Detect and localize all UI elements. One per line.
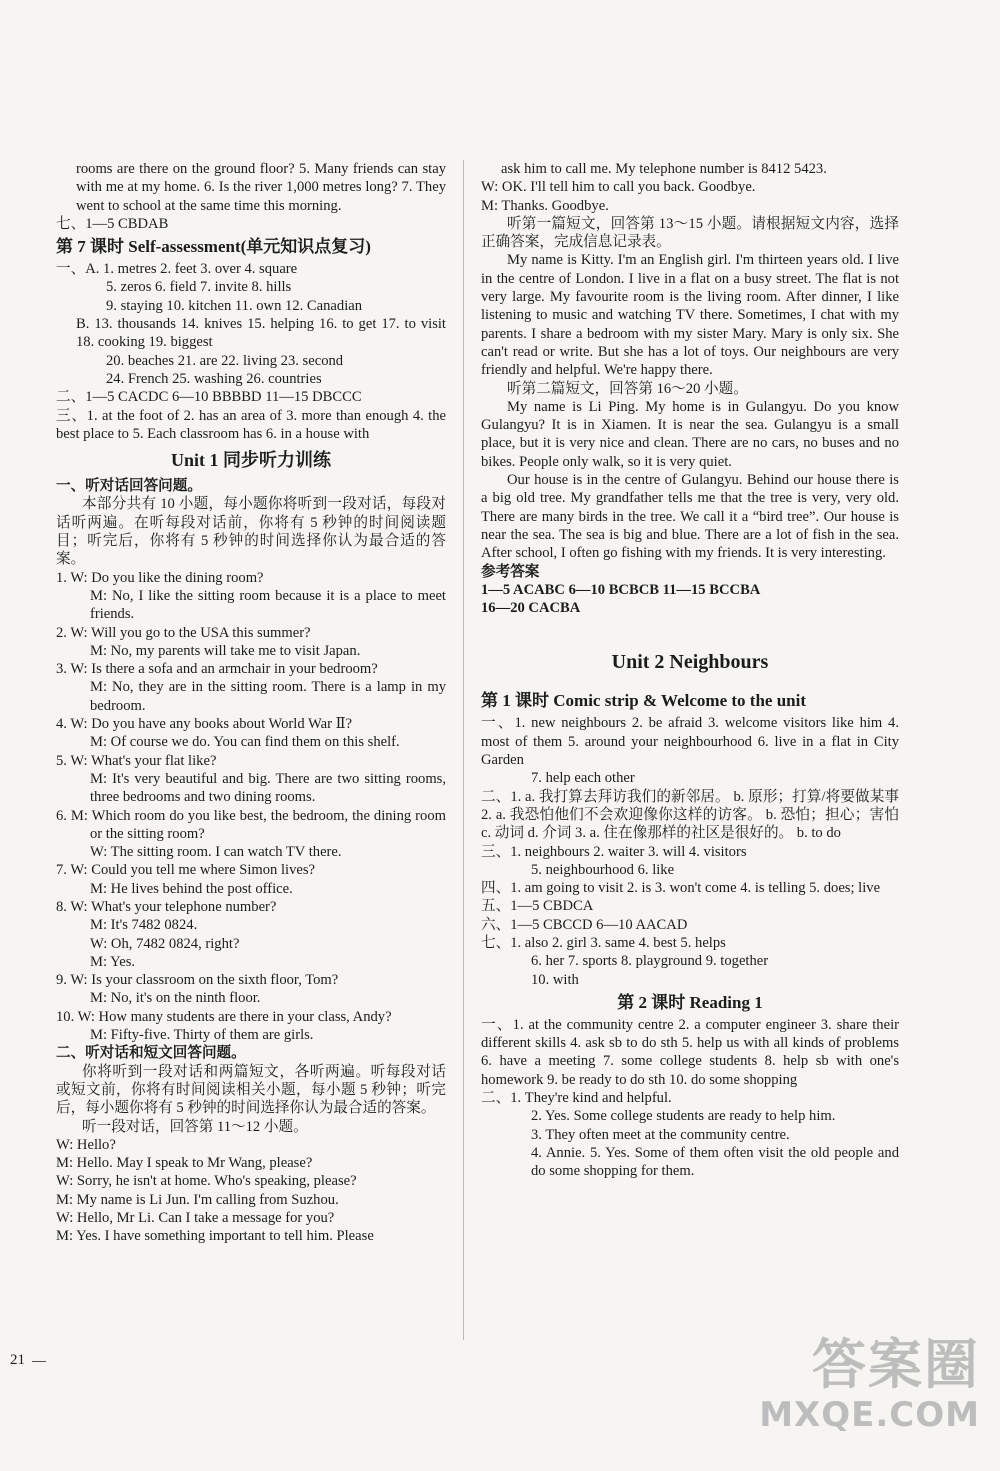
left-paragraph: 5. zeros 6. field 7. invite 8. hills: [106, 279, 292, 296]
page-number-dash: [32, 1361, 46, 1362]
right-paragraph: 16—20 CACBA: [481, 600, 581, 617]
left-paragraph: W: Sorry, he isn't at home. Who's speaking, please?: [56, 1173, 357, 1190]
right-paragraph: 参考答案: [481, 563, 540, 580]
watermark-url: MXQE.COM: [759, 1395, 980, 1435]
right-paragraph: My name is Kitty. I'm an English girl. I'm thirteen years old. I live in the centre of London. I live in a flat on a busy street. The flat is not very large. My favourite room is the living room. After dinner, I like listening to music and watching TV there. Sometimes, I chat with my parents. I share a bedroom with my sister Mary. Mary is only six. She can't read or write. But she has a lot of toys. Our neighbours are very friendly and helpful. We're happy there.: [481, 252, 899, 379]
left-paragraph: 1. W: Do you like the dining room?: [56, 569, 264, 586]
left-paragraph: M: Of course we do. You can find them on this shelf.: [90, 734, 400, 751]
left-paragraph: 听一段对话，回答第 11～12 小题。: [82, 1118, 308, 1135]
right-paragraph: 5. neighbourhood 6. like: [531, 861, 675, 878]
left-paragraph: 8. W: What's your telephone number?: [56, 898, 277, 915]
right-paragraph: 6. her 7. sports 8. playground 9. together: [531, 953, 769, 970]
left-paragraph: 3. W: Is there a sofa and an armchair in your bedroom?: [56, 661, 378, 678]
right-paragraph: 二、1. They're kind and helpful.: [481, 1090, 672, 1107]
left-paragraph: M: No, they are in the sitting room. There is a lamp in my bedroom.: [90, 679, 446, 714]
left-paragraph: 一、A. 1. metres 2. feet 3. over 4. square: [56, 261, 298, 278]
watermark-logo: [740, 1335, 980, 1455]
left-paragraph: M: No, I like the sitting room because it is a place to meet friends.: [90, 587, 446, 623]
left-paragraph: B. 13. thousands 14. knives 15. helping 16. to get 17. to visit 18. cooking 19. biggest: [76, 316, 446, 351]
left-paragraph: W: The sitting room. I can watch TV there.: [90, 844, 342, 861]
left-paragraph: 6. M: Which room do you like best, the bedroom, the dining room or the sitting room?: [56, 807, 446, 842]
left-paragraph: M: It's very beautiful and big. There are two sitting rooms, three bedrooms and two dining rooms.: [90, 770, 446, 806]
left-paragraph: M: It's 7482 0824.: [90, 917, 198, 934]
left-paragraph: M: No, it's on the ninth floor.: [90, 990, 261, 1007]
right-paragraph: 3. They often meet at the community centre.: [531, 1126, 790, 1143]
right-paragraph: M: Thanks. Goodbye.: [481, 197, 609, 214]
right-paragraph: 7. help each other: [531, 770, 635, 787]
left-paragraph: 20. beaches 21. are 22. living 23. second: [106, 352, 344, 369]
left-paragraph: rooms are there on the ground floor? 5. Many friends can stay with me at my home. 6. Is the river 1,000 metres long? 7. They went to school at the same time this morning.: [76, 161, 446, 214]
right-column: [481, 160, 899, 1181]
left-paragraph: 三、1. at the foot of 2. has an area of 3. more than enough 4. the best place to 5. Each classroom has 6. in a house with: [56, 407, 446, 442]
right-paragraph: 4. Annie. 5. Yes. Some of them often visit the old people and do some shopping for them.: [531, 1144, 899, 1180]
left-paragraph: M: He lives behind the post office.: [90, 880, 293, 897]
right-paragraph: 2. Yes. Some college students are ready to help him.: [531, 1108, 836, 1125]
left-paragraph: W: Hello, Mr Li. Can I take a message for you?: [56, 1210, 335, 1227]
right-paragraph: 1—5 ACABC 6—10 BCBCB 11—15 BCCBA: [481, 581, 761, 598]
left-paragraph: W: Oh, 7482 0824, right?: [90, 935, 240, 952]
left-paragraph: 七、1—5 CBDAB: [56, 215, 169, 232]
left-paragraph: M: No, my parents will take me to visit Japan.: [90, 642, 361, 659]
column-divider: [463, 160, 464, 1340]
left-paragraph: 第 7 课时 Self-assessment(单元知识点复习): [56, 237, 371, 257]
left-paragraph: 本部分共有 10 小题，每小题你将听到一段对话，每段对话听两遍。在听每段对话前，你将有 5 秒钟的时间阅读题目；听完后，你将有 5 秒钟的时间选择你认为最合适的答案。: [56, 496, 446, 568]
left-paragraph: Unit 1 同步听力训练: [170, 450, 331, 471]
right-paragraph: My name is Li Ping. My home is in Gulangyu. Do you know Gulangyu? It is in Xiamen. It is near the sea. Gulangyu is a small place, but it is very nice and clean. There are no cars, no buses and no bikes. People only walk, so it is very quiet.: [481, 398, 899, 470]
right-paragraph: 一、1. at the community centre 2. a computer engineer 3. share their different skills 4. ask sb to do sth 5. help us with all kinds of problems 6. have a meeting 7. some college students 8. help sb with one's homework 9. be ready to do sth 10. do some shopping: [481, 1016, 899, 1088]
left-paragraph: 2. W: Will you go to the USA this summer?: [56, 624, 311, 641]
left-paragraph: 4. W: Do you have any books about World War Ⅱ?: [56, 716, 353, 733]
right-paragraph: 三、1. neighbours 2. waiter 3. will 4. visitors: [481, 843, 747, 860]
left-paragraph: 5. W: What's your flat like?: [56, 752, 217, 769]
left-paragraph: 9. W: Is your classroom on the sixth floor, Tom?: [56, 972, 339, 989]
right-paragraph: 六、1—5 CBCCD 6—10 AACAD: [481, 916, 688, 933]
page-number: 21: [10, 1352, 25, 1368]
left-paragraph: M: Hello. May I speak to Mr Wang, please?: [56, 1155, 313, 1172]
right-paragraph: 五、1—5 CBDCA: [481, 898, 594, 915]
right-paragraph: 七、1. also 2. girl 3. same 4. best 5. helps: [481, 934, 726, 951]
left-paragraph: 二、听对话和短文回答问题。: [56, 1045, 246, 1062]
left-paragraph: M: Fifty-five. Thirty of them are girls.: [90, 1027, 314, 1044]
left-column: [56, 160, 446, 1246]
right-paragraph: 四、1. am going to visit 2. is 3. won't come 4. is telling 5. does; live: [481, 880, 881, 897]
left-paragraph: M: Yes.: [90, 953, 136, 970]
left-paragraph: 二、1—5 CACDC 6—10 BBBBD 11—15 DBCCC: [56, 389, 362, 406]
right-paragraph: 听第一篇短文，回答第 13～15 小题。请根据短文内容，选择正确答案，完成信息记录表。: [481, 215, 899, 251]
right-paragraph: ask him to call me. My telephone number is 8412 5423.: [501, 161, 827, 177]
left-paragraph: 9. staying 10. kitchen 11. own 12. Canadian: [106, 297, 363, 314]
right-paragraph: W: OK. I'll tell him to call you back. Goodbye.: [481, 179, 756, 196]
left-paragraph: M: Yes. I have something important to tell him. Please: [56, 1228, 374, 1245]
right-paragraph: 第 1 课时 Comic strip & Welcome to the unit: [481, 691, 807, 711]
left-paragraph: 10. W: How many students are there in your class, Andy?: [56, 1008, 392, 1025]
right-paragraph: 听第二篇短文，回答第 16～20 小题。: [507, 380, 748, 397]
watermark-title: 答案圈: [812, 1333, 980, 1396]
left-paragraph: 一、听对话回答问题。: [56, 478, 202, 495]
left-paragraph: 24. French 25. washing 26. countries: [106, 370, 322, 387]
right-paragraph: 第 2 课时 Reading 1: [617, 992, 763, 1012]
left-paragraph: 你将听到一段对话和两篇短文，各听两遍。听每段对话或短文前，你将有时间阅读相关小题，每小题 5 秒钟；听完后，每小题你将有 5 秒钟的时间选择你认为最合适的答案。: [56, 1063, 446, 1117]
left-paragraph: M: My name is Li Jun. I'm calling from Suzhou.: [56, 1191, 339, 1208]
left-paragraph: W: Hello?: [56, 1136, 116, 1153]
left-paragraph: 7. W: Could you tell me where Simon lives?: [56, 862, 316, 879]
right-paragraph: Unit 2 Neighbours: [611, 651, 769, 674]
right-paragraph: 二、1. a. 我打算去拜访我们的新邻居。 b. 原形；打算/将要做某事 2. a. 我恐怕他们不会欢迎像你这样的访客。 b. 恐怕；担心；害怕 c. 动词 d. 介词 3. a. 住在像那样的社区是很好的。 b. to do: [481, 788, 899, 842]
right-paragraph: Our house is in the centre of Gulangyu. Behind our house there is a big old tree. My grandfather tells me that the tree is very, very old. There are many birds in the tree. We call it a “bird tree”. Our house is near the sea. The sea is big and blue. There are a lot of fish in the sea. After school, I often go fishing with my friends. It is very interesting.: [481, 472, 899, 562]
right-paragraph: 一、1. new neighbours 2. be afraid 3. welcome visitors like him 4. most of them 5. around your neighbourhood 6. live in a flat in City Garden: [481, 715, 899, 769]
right-paragraph: 10. with: [531, 971, 579, 988]
